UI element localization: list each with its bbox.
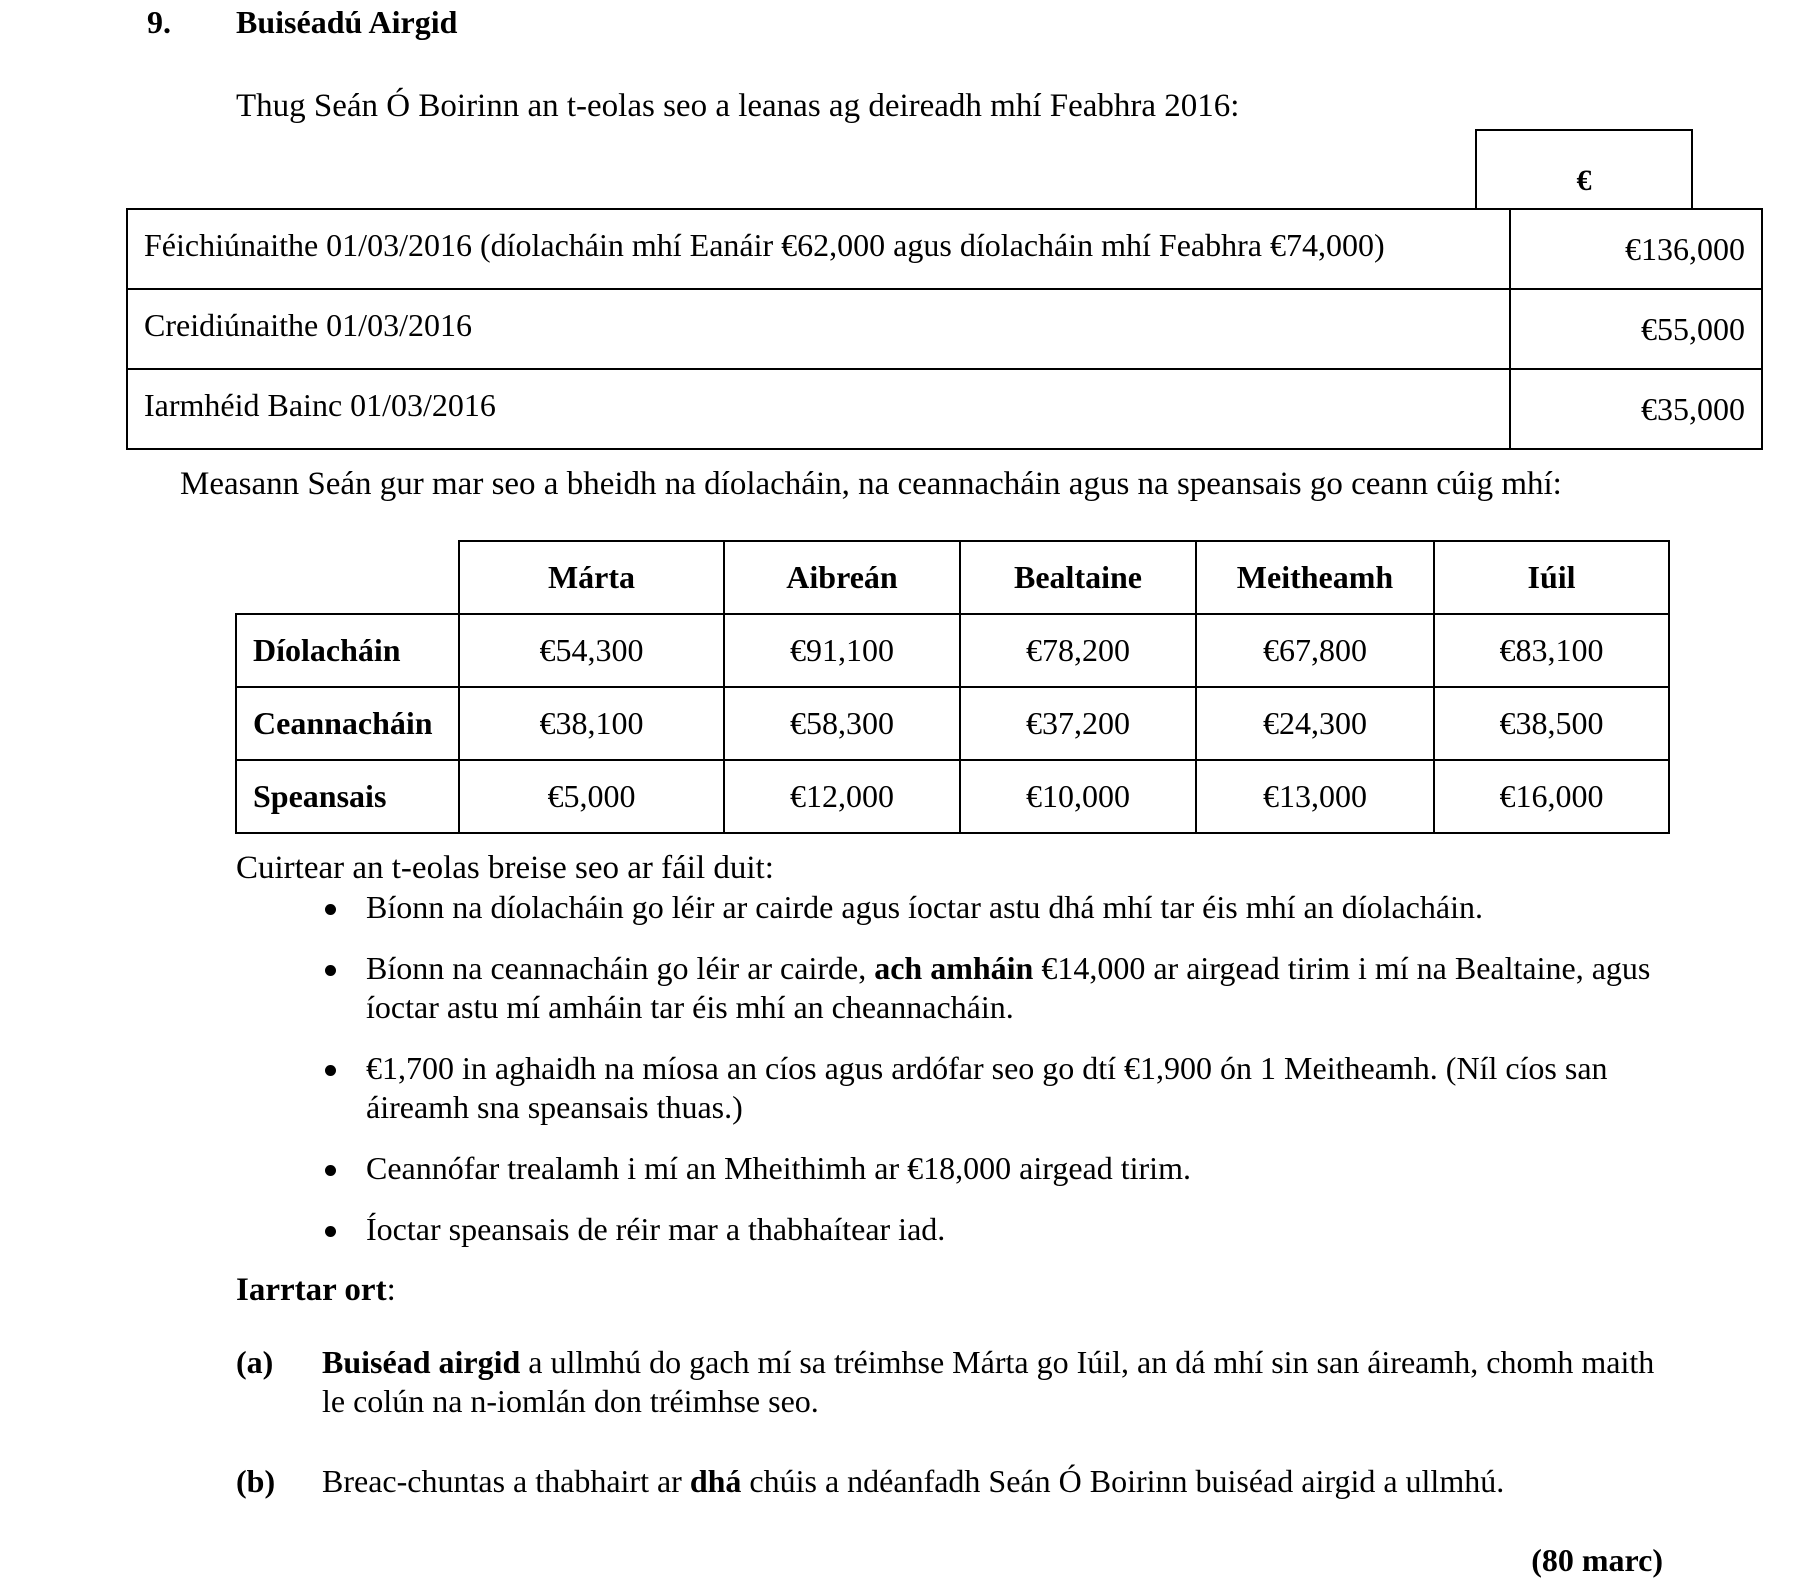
month-header: Márta — [459, 541, 724, 614]
table-cell: €83,100 — [1434, 614, 1669, 687]
table-row — [127, 369, 1762, 449]
forecast-table — [235, 540, 1670, 834]
part-a-text: Buiséad airgid a ullmhú do gach mí sa tréimhse Márta go Iúil, an dá mhí sin san áireamh, chomh maith le colún na n-iomlán don tréimhse seo. — [322, 1344, 1655, 1419]
bullet-icon — [325, 904, 336, 915]
row-label: Ceannacháin — [236, 687, 459, 760]
part-label: (b) — [236, 1463, 276, 1499]
list-item: Ceannófar trealamh i mí an Mheithimh ar €18,000 airgead tirim. — [318, 1149, 1678, 1188]
part-label: (a) — [236, 1344, 274, 1380]
table-cell: €78,200 — [960, 614, 1196, 687]
table-cell: €91,100 — [724, 614, 960, 687]
balance-table — [126, 129, 1745, 448]
list-item: Bíonn na ceannacháin go léir ar cairde, ach amháin €14,000 ar airgead tirim i mí na Bealtaine, agus íoctar astu mí amháin tar éis mhí an cheannacháin. — [318, 949, 1678, 1027]
bullet-icon — [325, 1065, 336, 1076]
table-cell: €58,300 — [724, 687, 960, 760]
table-row — [236, 760, 1669, 833]
month-header: Aibreán — [724, 541, 960, 614]
extra-info-intro: Cuirtear an t-eolas breise seo ar fáil duit: — [236, 850, 774, 886]
table-cell: €12,000 — [724, 760, 960, 833]
info-bullet-list — [318, 888, 1678, 1271]
list-item: Bíonn na díolacháin go léir ar cairde agus íoctar astu dhá mhí tar éis mhí an díolacháin. — [318, 888, 1678, 927]
balance-label: Iarmhéid Bainc 01/03/2016 — [144, 386, 496, 423]
table-cell: €67,800 — [1196, 614, 1434, 687]
month-header: Meitheamh — [1196, 541, 1434, 614]
table-row — [127, 209, 1762, 289]
month-header: Bealtaine — [960, 541, 1196, 614]
forecast-intro: Measann Seán gur mar seo a bheidh na díolacháin, na ceannacháin agus na speansais go ceann cúig mhí: — [180, 466, 1562, 502]
table-cell: €54,300 — [459, 614, 724, 687]
table-cell: €5,000 — [459, 760, 724, 833]
part-b-text: Breac-chuntas a thabhairt ar dhá chúis a ndéanfadh Seán Ó Boirinn buiséad airgid a ullmhú. — [322, 1463, 1505, 1499]
table-header-row — [236, 541, 1669, 614]
balance-value: €136,000 — [1510, 209, 1762, 289]
table-cell: €38,500 — [1434, 687, 1669, 760]
task-heading: Iarrtar ort: — [236, 1272, 396, 1308]
question-intro: Thug Seán Ó Boirinn an t-eolas seo a leanas ag deireadh mhí Feabhra 2016: — [236, 88, 1240, 124]
month-header: Iúil — [1434, 541, 1669, 614]
table-cell: €38,100 — [459, 687, 724, 760]
question-number: 9. — [147, 4, 171, 40]
table-cell: €24,300 — [1196, 687, 1434, 760]
bullet-icon — [325, 1226, 336, 1237]
row-label: Speansais — [236, 760, 459, 833]
table-row — [236, 687, 1669, 760]
table-row — [236, 614, 1669, 687]
list-item: Íoctar speansais de réir mar a thabhaítear iad. — [318, 1210, 1678, 1249]
row-label: Díolacháin — [236, 614, 459, 687]
table-cell: €16,000 — [1434, 760, 1669, 833]
bullet-icon — [325, 965, 336, 976]
balance-value: €35,000 — [1510, 369, 1762, 449]
balance-label: Creidiúnaithe 01/03/2016 — [144, 306, 472, 343]
list-item: €1,700 in aghaidh na míosa an cíos agus ardófar seo go dtí €1,900 ón 1 Meitheamh. (Níl cíos san áireamh sna speansais thuas.) — [318, 1049, 1678, 1127]
balance-value: €55,000 — [1510, 289, 1762, 369]
balance-label: Féichiúnaithe 01/03/2016 (díolacháin mhí Eanáir €62,000 agus díolacháin mhí Feabhra €74,000) — [144, 226, 1385, 263]
question-title: Buiséadú Airgid — [236, 4, 458, 40]
bullet-icon — [325, 1165, 336, 1176]
table-cell: €13,000 — [1196, 760, 1434, 833]
table-row — [127, 289, 1762, 369]
currency-header: € — [1475, 129, 1693, 208]
marks-label: (80 marc) — [1531, 1542, 1663, 1578]
table-cell: €10,000 — [960, 760, 1196, 833]
table-cell: €37,200 — [960, 687, 1196, 760]
